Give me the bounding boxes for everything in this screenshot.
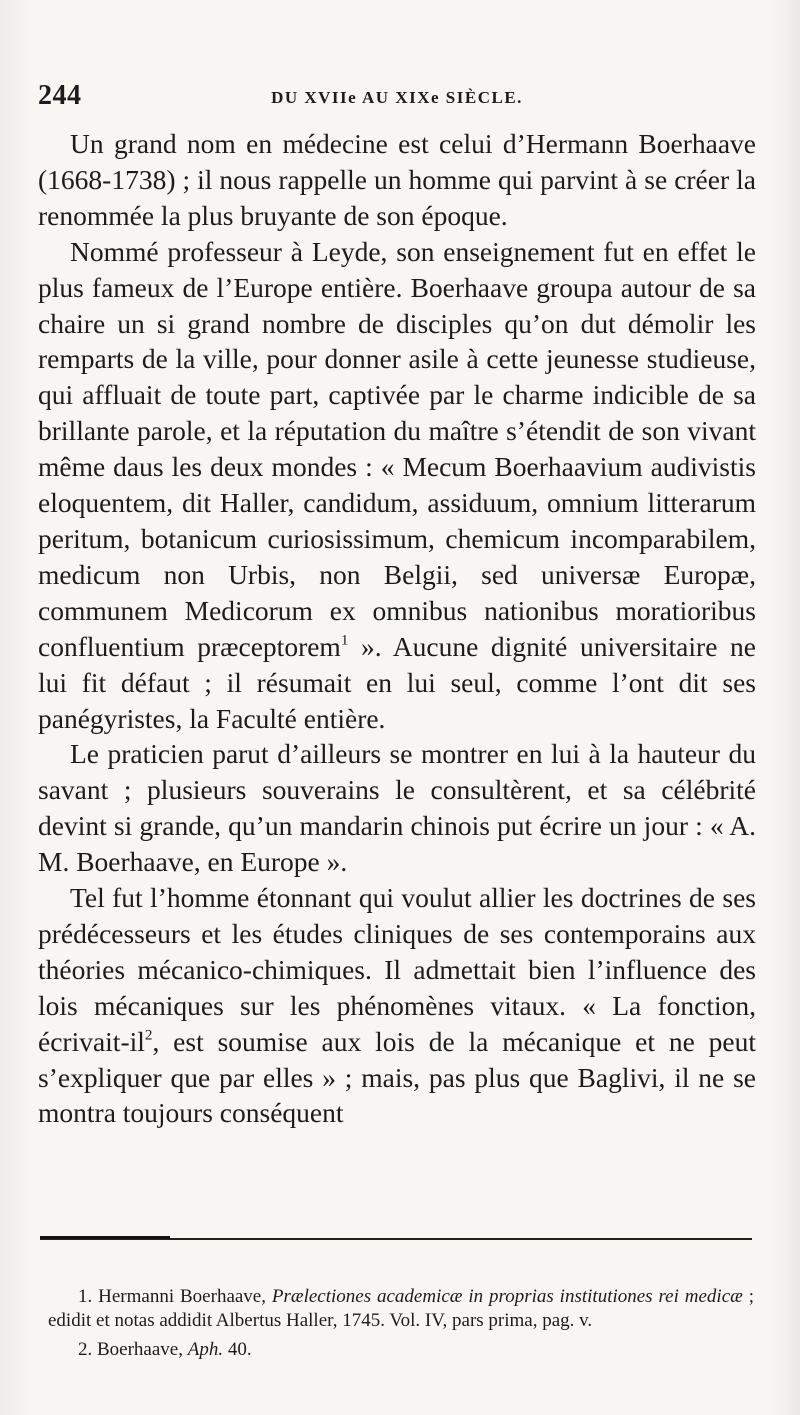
page-header xyxy=(38,80,756,120)
paragraph-text: , est soumise aux lois de la mécanique et ne peut s’expliquer que par elles » ; mais, pas plus que Baglivi, il ne se montra toujours conséquent xyxy=(38,1025,756,1129)
footnote xyxy=(48,1285,754,1332)
footnote xyxy=(48,1338,754,1362)
page-number: 244 xyxy=(38,80,82,111)
body-text xyxy=(38,126,756,1131)
paragraph xyxy=(38,736,756,880)
footnote-ref[interactable]: 2 xyxy=(144,1027,153,1044)
paragraph-text: Le praticien parut d’ailleurs se montrer en lui à la hauteur du savant ; plusieurs souverains le consultèrent, et sa célébrité devint si grande, qu’un mandarin chinois put écrire un jour : « A. M. Boerhaave, en Europe ». xyxy=(38,738,756,878)
paragraph-text: Un grand nom en médecine est celui d’Hermann Boerhaave (1668-1738) ; il nous rappelle un homme qui parvint à se créer la renommée la plus bruyante de son époque. xyxy=(38,128,756,231)
paragraph-text: Nommé professeur à Leyde, son enseignement fut en effet le plus fameux de l’Europe entière. Boerhaave groupa autour de sa chaire un si grand nombre de disciples qu’on dut démolir les remparts de la ville, pour donner asile à cette jeunesse studieuse, qui affluait de toute part, captivée par le charme indicible de sa brillante parole, et la réputation du maître s’étendit de son vivant même daus les deux mondes : « Mecum Boerhaavium audivistis eloquentem, dit Haller, candidum, assiduum, omnium litterarum peritum, botanicum curiosissimum, chemicum incomparabilem, medicum non Urbis, non Belgii, sed universæ Europæ, communem Medicorum ex omnibus nationibus moratioribus confluentium præceptorem xyxy=(38,235,756,662)
footnote-title: Aph. xyxy=(187,1339,224,1360)
footnote-separator-accent xyxy=(40,1236,170,1239)
paragraph xyxy=(38,880,756,1131)
paragraph xyxy=(38,234,756,737)
footnote-text: 1. Hermanni Boerhaave, xyxy=(78,1286,272,1307)
footnote-text: 2. Boerhaave, xyxy=(78,1339,188,1360)
footnote-ref[interactable]: 1 xyxy=(340,632,349,649)
paragraph xyxy=(38,126,756,234)
paragraph-text: ». Aucune dignité universitaire ne lui fit défaut ; il résumait en lui seul, comme l’ont dit ses panégyristes, la Faculté entière. xyxy=(38,630,756,734)
running-title: DU XVIIe AU XIXe SIÈCLE. xyxy=(271,88,523,107)
paragraph-text: Tel fut l’homme étonnant qui voulut allier les doctrines de ses prédécesseurs et les études cliniques de ses contemporains aux théories mécanico-chimiques. Il admettait bien l’influence des lois mécaniques sur les phénomènes vitaux. « La fonction, écrivait-il xyxy=(38,882,756,1057)
footnote-text: ; edidit et notas addidit Albertus Haller, 1745. Vol. IV, pars prima, pag. v. xyxy=(48,1286,754,1331)
footnote-title: Prælectiones academicæ in proprias institutiones rei medicæ xyxy=(271,1286,743,1307)
footnote-text: 40. xyxy=(223,1339,252,1360)
footnotes xyxy=(48,1285,754,1362)
